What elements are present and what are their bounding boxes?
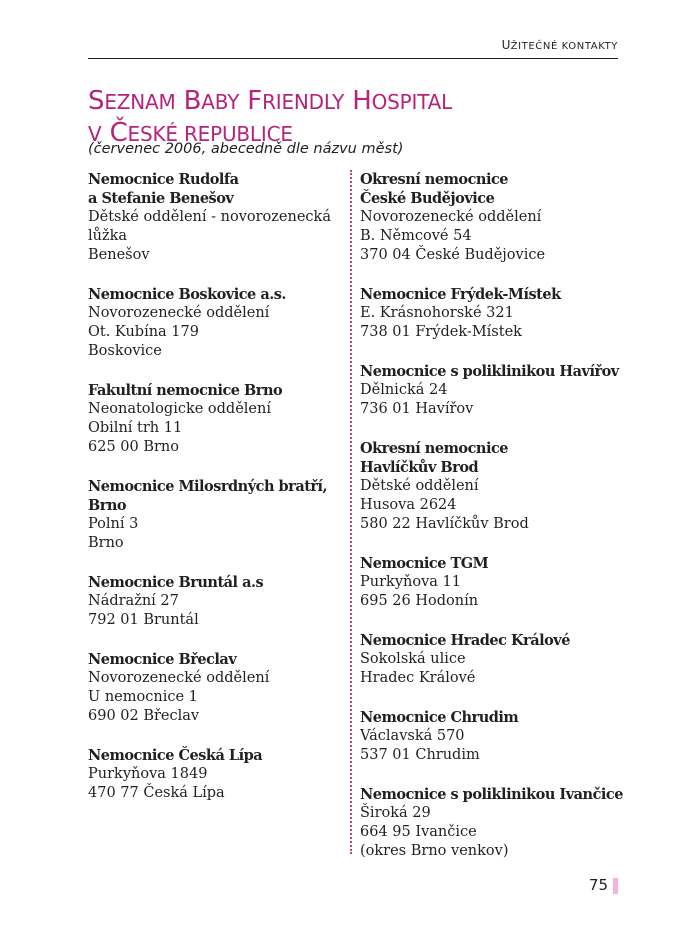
hospital-address-line: 625 00 Brno: [88, 439, 180, 455]
hospital-address-line: Dětské oddělení - novorozenecká: [88, 209, 331, 225]
hospital-entry: [360, 708, 630, 765]
title-word: ČESKÉ REPUBLICE: [109, 118, 293, 148]
hospital-entry: [360, 785, 630, 861]
hospital-address-line: 537 01 Chrudim: [360, 747, 480, 763]
hospital-entry: [360, 285, 630, 342]
hospital-address-line: Obilní trh 11: [88, 420, 183, 436]
section-label-initial: U: [501, 38, 511, 52]
hospital-entry: [88, 285, 350, 361]
hospital-address-line: Novorozenecké oddělení: [88, 670, 270, 686]
hospital-name: Okresní nemocnice: [360, 440, 509, 457]
page-number: 75: [588, 876, 608, 894]
left-column: [88, 170, 350, 823]
hospital-name: Nemocnice s poliklinikou Havířov: [360, 363, 619, 380]
hospital-address-line: 690 02 Břeclav: [88, 708, 200, 724]
right-column: [360, 170, 630, 881]
hospital-address-line: Purkyňova 11: [360, 574, 461, 590]
hospital-entry: [360, 362, 630, 419]
hospital-entry: [88, 381, 350, 457]
column-divider: [350, 170, 352, 854]
hospital-address-line: (okres Brno venkov): [360, 843, 509, 859]
hospital-address-line: lůžka: [88, 228, 128, 244]
hospital-name: Nemocnice Hradec Králové: [360, 632, 570, 649]
title-word: V: [88, 122, 102, 146]
hospital-address-line: E. Krásnohorské 321: [360, 305, 514, 321]
hospital-address-line: Sokolská ulice: [360, 651, 466, 667]
hospital-entry: [88, 650, 350, 726]
hospital-entry: [360, 631, 630, 688]
hospital-entry: [360, 554, 630, 611]
hospital-name: Nemocnice Frýdek-Místek: [360, 286, 561, 303]
hospital-name: Okresní nemocnice: [360, 171, 509, 188]
hospital-address-line: 580 22 Havlíčkův Brod: [360, 516, 529, 532]
page-number-marker: [613, 878, 618, 894]
hospital-address-line: Purkyňova 1849: [88, 766, 208, 782]
hospital-entry: [360, 439, 630, 534]
hospital-name: Nemocnice Bruntál a.s: [88, 574, 264, 591]
hospital-address-line: Boskovice: [88, 343, 162, 359]
title-word: SEZNAM: [88, 86, 176, 116]
title-word: HOSPITAL: [352, 86, 453, 116]
hospital-entry: [88, 170, 350, 265]
section-label: [502, 38, 618, 52]
hospital-address-line: Neonatologicke oddělení: [88, 401, 271, 417]
hospital-address-line: 695 26 Hodonín: [360, 593, 479, 609]
hospital-name: Brno: [88, 497, 127, 514]
header-rule: [88, 58, 618, 59]
hospital-address-line: Husova 2624: [360, 497, 457, 513]
hospital-name: Havlíčkův Brod: [360, 459, 479, 476]
hospital-name: Nemocnice s poliklinikou Ivančice: [360, 786, 623, 803]
hospital-name: a Stefanie Benešov: [88, 190, 234, 207]
hospital-address-line: Ot. Kubína 179: [88, 324, 199, 340]
hospital-entry: [88, 573, 350, 630]
hospital-name: Nemocnice Rudolfa: [88, 171, 239, 188]
hospital-address-line: U nemocnice 1: [88, 689, 198, 705]
hospital-address-line: Dělnická 24: [360, 382, 448, 398]
hospital-name: Nemocnice Boskovice a.s.: [88, 286, 286, 303]
hospital-address-line: Nádražní 27: [88, 593, 179, 609]
hospital-name: Nemocnice Česká Lípa: [88, 747, 263, 764]
hospital-name: Fakultní nemocnice Brno: [88, 382, 283, 399]
hospital-entry: [88, 477, 350, 553]
hospital-address-line: Novorozenecké oddělení: [360, 209, 542, 225]
hospital-address-line: Brno: [88, 535, 124, 551]
title-word: FRIENDLY: [247, 86, 345, 116]
hospital-address-line: 792 01 Bruntál: [88, 612, 199, 628]
section-label-rest: ŽITEČNÉ KONTAKTY: [510, 41, 618, 52]
hospital-name: Nemocnice Milosrdných bratří,: [88, 478, 328, 495]
hospital-address-line: Široká 29: [360, 805, 431, 821]
hospital-name: Nemocnice Chrudim: [360, 709, 519, 726]
title-word: BABY: [183, 86, 240, 116]
hospital-address-line: 738 01 Frýdek-Místek: [360, 324, 522, 340]
hospital-address-line: Novorozenecké oddělení: [88, 305, 270, 321]
hospital-name: Nemocnice TGM: [360, 555, 489, 572]
hospital-address-line: Dětské oddělení: [360, 478, 479, 494]
hospital-address-line: B. Němcové 54: [360, 228, 472, 244]
hospital-address-line: 370 04 České Budějovice: [360, 247, 546, 263]
hospital-address-line: 470 77 Česká Lípa: [88, 785, 225, 801]
hospital-address-line: Polní 3: [88, 516, 139, 532]
hospital-entry: [88, 746, 350, 803]
hospital-address-line: Hradec Králové: [360, 670, 476, 686]
hospital-address-line: Václavská 570: [360, 728, 465, 744]
hospital-name: České Budějovice: [360, 190, 495, 207]
hospital-address-line: 736 01 Havířov: [360, 401, 474, 417]
hospital-address-line: Benešov: [88, 247, 150, 263]
hospital-address-line: 664 95 Ivančice: [360, 824, 477, 840]
page-subtitle: (červenec 2006, abecedně dle názvu měst): [88, 141, 404, 157]
hospital-entry: [360, 170, 630, 265]
hospital-name: Nemocnice Břeclav: [88, 651, 237, 668]
